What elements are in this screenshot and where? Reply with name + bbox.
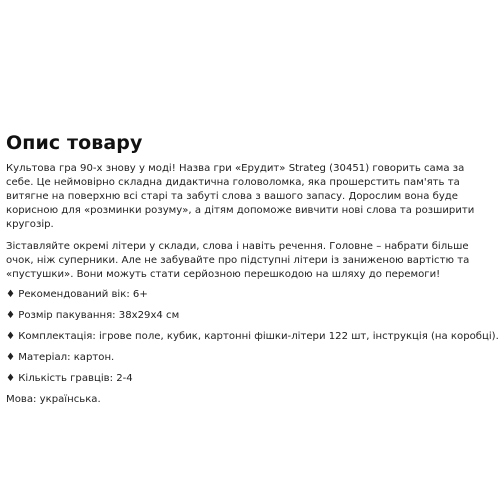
spec-item-age: ♦ Рекомендований вік: 6+ <box>6 289 148 300</box>
spec-item-players: ♦ Кількість гравців: 2-4 <box>6 373 133 384</box>
language-info: Мова: українська. <box>6 394 101 405</box>
spec-item-package-size: ♦ Розмір пакування: 38x29x4 см <box>6 310 180 321</box>
description-title: Опис товару <box>6 132 143 154</box>
product-description <box>6 132 499 414</box>
spec-item-contents: ♦ Комплектація: ігрове поле, кубик, картонні фішки-літери 122 шт, інструкція (на коробці). <box>6 331 499 342</box>
spec-item-material: ♦ Матеріал: картон. <box>6 352 115 363</box>
description-intro: Культова гра 90-х знову у моді! Назва гри «Ерудит» Strateg (30451) говорить сама за себе. Це неймовірно складна дидактична головоломка, яка прошерстить пам'ять та витягне на поверхню всі старі та забуті слова з вашого запасу. Дорослим вона буде корисною для «розминки розуму», а дітям допоможе вивчити нові слова та розширити кругозір. <box>6 163 475 230</box>
description-rules: Зіставляйте окремі літери у склади, слова і навіть речення. Головне – набрати більше очок, ніж суперники. Але не забувайте про підступні літери із заниженою вартістю та «пустушки». Вони можуть стати серйозною перешкодою на шляху до перемоги! <box>6 241 470 280</box>
spec-list <box>6 288 499 386</box>
